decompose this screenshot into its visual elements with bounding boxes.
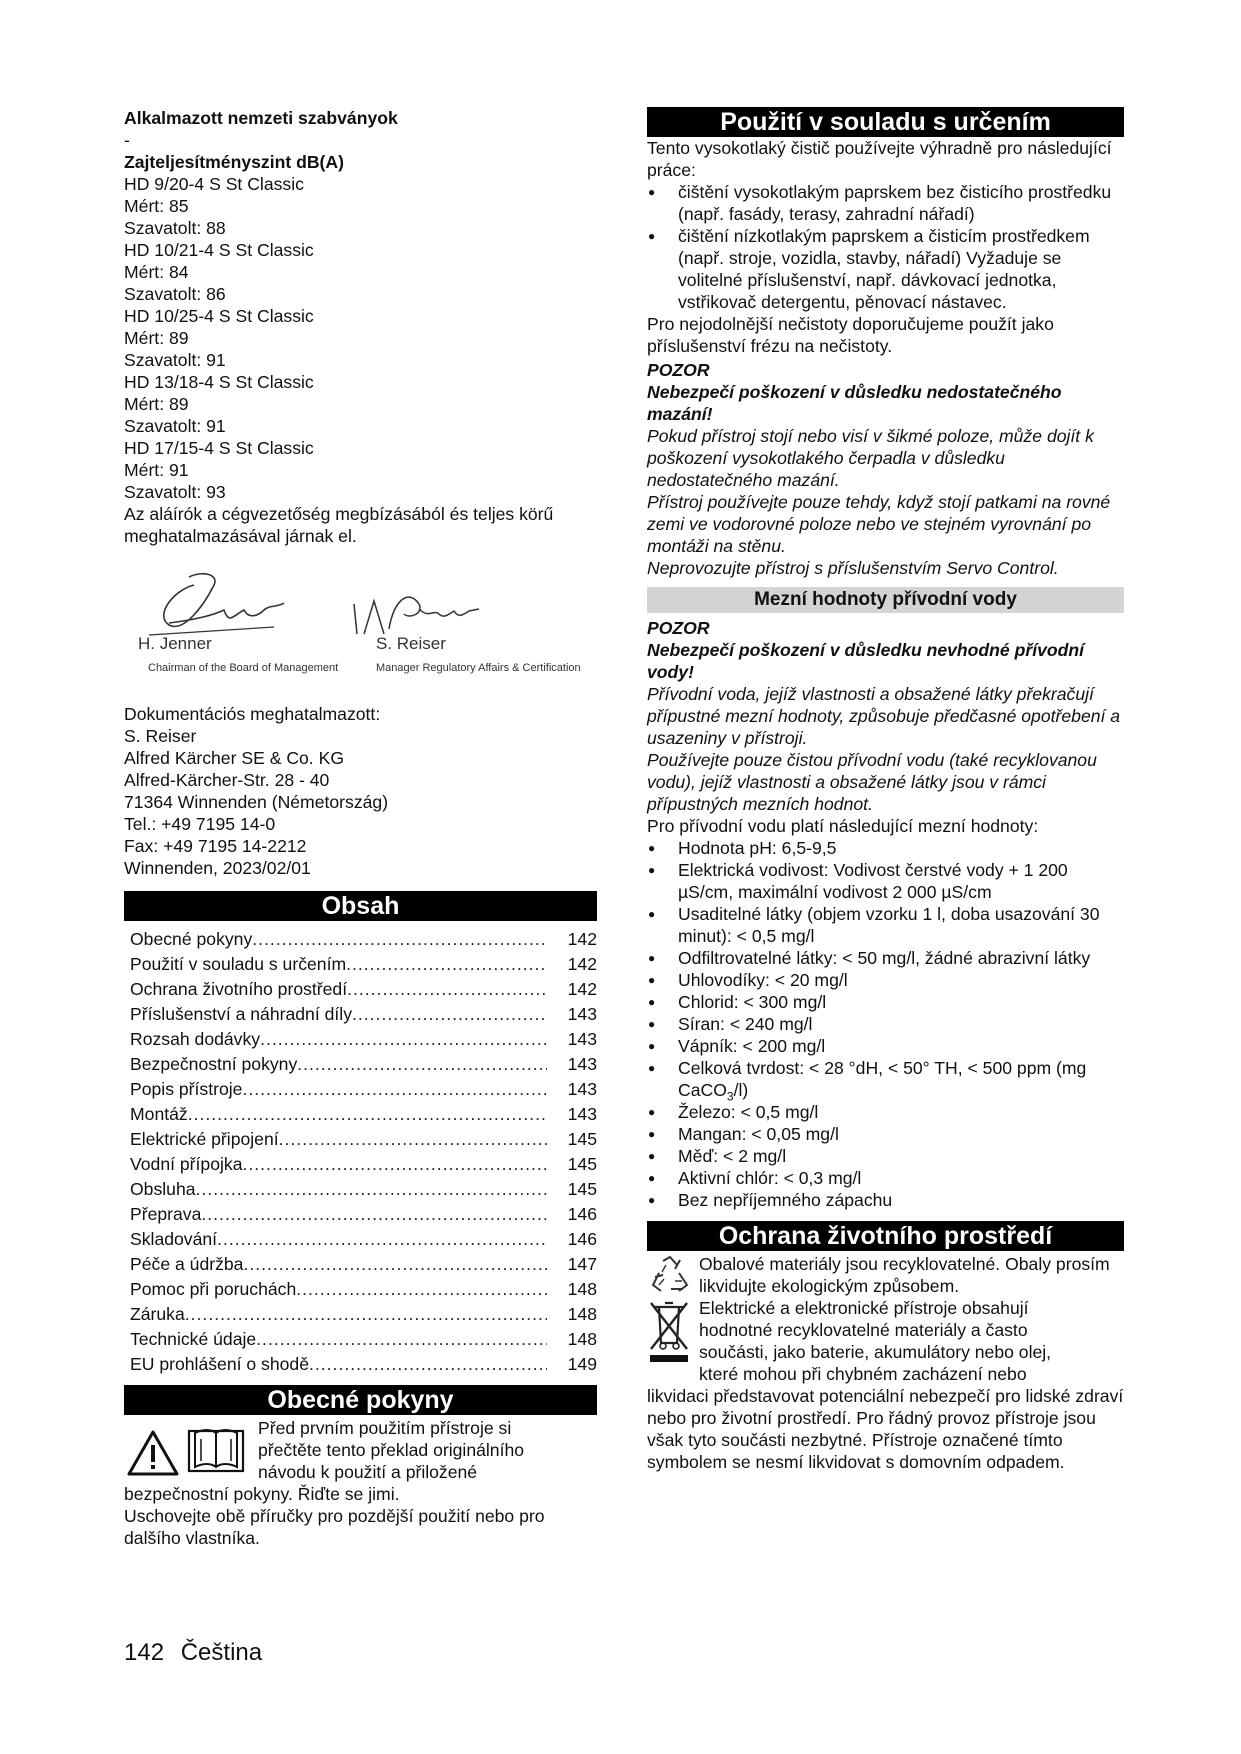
list-item: ● Uhlovodíky: < 20 mg/l: [647, 969, 1124, 991]
toc-entry-title: Technické údaje: [130, 1329, 257, 1349]
toc-entry-title: Obsluha: [130, 1179, 196, 1199]
limits-list: [647, 837, 1124, 1211]
caution-title-1: Nebezpečí poškození v důsledku nedostatečného mazání!: [647, 382, 1062, 424]
toc-leader-dots: [243, 1152, 548, 1177]
caution-label-1: POZOR: [647, 360, 710, 380]
toc-entry-page: 146: [567, 1204, 597, 1224]
left-column: [124, 107, 597, 1549]
toc-entry-title: Montáž: [130, 1104, 188, 1124]
toc-leader-dots: [346, 952, 547, 977]
sound-value-line: Mért: 89: [124, 328, 189, 348]
toc-leader-dots: [260, 1027, 547, 1052]
general-line-2: přečtěte tento překlad originálního: [258, 1440, 525, 1460]
toc-leader-dots: [252, 927, 547, 952]
toc-leader-dots: [196, 1177, 547, 1202]
toc-leader-dots: [347, 977, 547, 1002]
toc-entry[interactable]: [130, 1252, 597, 1277]
toc-leader-dots: [309, 1352, 547, 1377]
general-heading: Obecné pokyny: [124, 1385, 597, 1415]
sound-value-line: Szavatolt: 91: [124, 350, 226, 370]
toc-entry[interactable]: [130, 927, 597, 952]
toc-entry-title: Pomoc při poruchách: [130, 1279, 297, 1299]
page-number: 142: [124, 1639, 165, 1666]
toc-entry-title: Přeprava: [130, 1204, 202, 1224]
toc-leader-dots: [297, 1052, 547, 1077]
page-footer: [124, 1638, 262, 1668]
toc-entry-page: 143: [567, 1104, 597, 1124]
env-heading: Ochrana životního prostředí: [647, 1221, 1124, 1251]
toc-entry[interactable]: [130, 1352, 597, 1377]
env-weee-line-3: součásti, jako baterie, akumulátory nebo olej,: [699, 1342, 1052, 1362]
sound-value-line: HD 10/25-4 S St Classic: [124, 306, 314, 326]
toc-leader-dots: [352, 1002, 547, 1027]
signer-role-2: Manager Regulatory Affairs & Certification: [376, 662, 581, 674]
use-intro: Tento vysokotlaký čistič používejte výhradně pro následující práce:: [647, 138, 1112, 180]
sound-value-line: Mért: 84: [124, 262, 189, 282]
caution-text-1c: Neprovozujte přístroj s příslušenstvím Servo Control.: [647, 558, 1059, 578]
toc-leader-dots: [201, 1202, 547, 1227]
doc-line: S. Reiser: [124, 726, 197, 746]
list-item: ● Chlorid: < 300 mg/l: [647, 991, 1124, 1013]
doc-line: Dokumentációs meghatalmazott:: [124, 704, 381, 724]
doc-line: Winnenden, 2023/02/01: [124, 858, 311, 878]
toc-entry[interactable]: [130, 952, 597, 977]
list-item-hardness: [647, 1057, 1124, 1104]
toc-entry-title: EU prohlášení o shodě: [130, 1354, 309, 1374]
toc-entry[interactable]: [130, 1027, 597, 1052]
sound-value-line: HD 9/20-4 S St Classic: [124, 174, 304, 194]
caution-label-2: POZOR: [647, 618, 710, 638]
list-item: ● Vápník: < 200 mg/l: [647, 1035, 1124, 1057]
list-item: ● Usaditelné látky (objem vzorku 1 l, doba usazování 30 minut): < 0,5 mg/l: [647, 903, 1124, 947]
sound-value-line: Szavatolt: 86: [124, 284, 226, 304]
env-weee-line-2: hodnotné recyklovatelné materiály a často: [699, 1320, 1028, 1340]
toc-entry-title: Elektrické připojení: [130, 1129, 279, 1149]
toc-entry-page: 149: [567, 1354, 597, 1374]
use-list: [647, 181, 1124, 313]
signer-role-1: Chairman of the Board of Management: [148, 662, 339, 674]
sound-value-line: Mért: 85: [124, 196, 189, 216]
toc-entry-title: Péče a údržba: [130, 1254, 244, 1274]
toc-entry-page: 143: [567, 1004, 597, 1024]
toc-entry[interactable]: [130, 1102, 597, 1127]
standards-heading: Alkalmazott nemzeti szabványok: [124, 108, 398, 128]
toc-entry-title: Skladování: [130, 1229, 218, 1249]
general-keep-text: Uschovejte obě příručky pro pozdější použití nebo pro dalšího vlastníka.: [124, 1506, 545, 1548]
toc-leader-dots: [243, 1252, 547, 1277]
recycle-icon: [649, 1255, 691, 1295]
toc-entry-page: 143: [567, 1079, 597, 1099]
toc-entry-page: 146: [567, 1229, 597, 1249]
toc-entry[interactable]: [130, 1227, 597, 1252]
list-item: ● Odfiltrovatelné látky: < 50 mg/l, žádné abrazivní látky: [647, 947, 1124, 969]
sound-value-line: Szavatolt: 88: [124, 218, 226, 238]
list-item: ● Železo: < 0,5 mg/l: [647, 1101, 1124, 1123]
sound-value-line: Mért: 89: [124, 394, 189, 414]
sound-value-line: Szavatolt: 91: [124, 416, 226, 436]
toc-entry-title: Bezpečnostní pokyny: [130, 1054, 298, 1074]
table-of-contents: [124, 927, 597, 1377]
general-line-1: Před prvním použitím přístroje si: [258, 1418, 512, 1438]
toc-entry[interactable]: [130, 1127, 597, 1152]
sound-value-line: Mért: 91: [124, 460, 189, 480]
toc-leader-dots: [217, 1227, 547, 1252]
toc-entry-title: Záruka: [130, 1304, 185, 1324]
toc-entry-page: 148: [567, 1304, 597, 1324]
toc-leader-dots: [185, 1302, 547, 1327]
caution-text-2a: Přívodní voda, jejíž vlastnosti a obsažené látky překračují přípustné mezní hodnoty, způsobuje předčasné opotřebení a usazeniny v přístroji.: [647, 684, 1121, 748]
sound-value-line: HD 13/18-4 S St Classic: [124, 372, 314, 392]
list-item: ● Měď: < 2 mg/l: [647, 1145, 1124, 1167]
toc-leader-dots: [188, 1102, 547, 1127]
toc-entry[interactable]: [130, 1277, 597, 1302]
doc-line: Alfred-Kärcher-Str. 28 - 40: [124, 770, 330, 790]
hardness-subscript: 3: [726, 1089, 734, 1104]
env-recycle-block: [647, 1253, 1124, 1297]
toc-entry-page: 148: [567, 1279, 597, 1299]
toc-leader-dots: [296, 1277, 547, 1302]
toc-entry-page: 143: [567, 1054, 597, 1074]
use-tip: Pro nejodolnější nečistoty doporučujeme použít jako příslušenství frézu na nečistoty.: [647, 314, 1054, 356]
caution-text-2b: Používejte pouze čistou přívodní vodu (také recyklovanou vodu), jejíž vlastnosti a obsažené látky jsou v rámci přípustných mezních hodnot.: [647, 750, 1097, 814]
limits-heading: Mezní hodnoty přívodní vody: [647, 587, 1124, 613]
doc-line: Tel.: +49 7195 14-0: [124, 814, 276, 834]
caution-text-1b: Přístroj používejte pouze tehdy, když stojí patkami na rovné zemi ve vodorovné poloze nebo ve stejném vyrovnání po montáži na stěnu.: [647, 492, 1111, 556]
toc-entry-title: Rozsah dodávky: [130, 1029, 261, 1049]
toc-entry-title: Ochrana životního prostředí: [130, 979, 348, 999]
env-weee-line-1: Elektrické a elektronické přístroje obsahují: [699, 1298, 1029, 1318]
toc-entry-page: 148: [567, 1329, 597, 1349]
manual-book-icon: [187, 1425, 245, 1475]
hardness-end: /l): [733, 1080, 749, 1100]
toc-entry-title: Příslušenství a náhradní díly: [130, 1004, 352, 1024]
toc-entry[interactable]: [130, 1152, 597, 1177]
list-item: ● Síran: < 240 mg/l: [647, 1013, 1124, 1035]
limits-intro: Pro přívodní vodu platí následující mezní hodnoty:: [647, 816, 1039, 836]
right-column: [647, 107, 1124, 1473]
general-intro: [124, 1417, 597, 1483]
signer-name-1: H. Jenner: [138, 634, 212, 653]
toc-leader-dots: [256, 1327, 547, 1352]
env-weee-block: [647, 1297, 1124, 1385]
sound-heading: Zajteljesítményszint dB(A): [124, 152, 344, 172]
toc-entry-page: 145: [567, 1129, 597, 1149]
list-item: ● Elektrická vodivost: Vodivost čerstvé vody + 1 200 µS/cm, maximální vodivost 2 000 µS/cm: [647, 859, 1124, 903]
doc-line: 71364 Winnenden (Németország): [124, 792, 389, 812]
list-item: ● čištění nízkotlakým paprskem a čisticím prostředkem (např. stroje, vozidla, stavby, nářadí) Vyžaduje se volitelné příslušenství, např. dávkovací jednotka, vstřikovač detergentu, pěnovací nástavec.: [647, 225, 1124, 313]
doc-line: Alfred Kärcher SE & Co. KG: [124, 748, 345, 768]
general-intro-text: [258, 1417, 524, 1483]
toc-entry-page: 142: [567, 929, 597, 949]
toc-entry-title: Vodní přípojka: [130, 1154, 243, 1174]
toc-heading: Obsah: [124, 891, 597, 921]
toc-entry[interactable]: [130, 1302, 597, 1327]
toc-entry-page: 142: [567, 979, 597, 999]
list-item: ● Bez nepříjemného zápachu: [647, 1189, 1124, 1211]
sound-value-line: HD 10/21-4 S St Classic: [124, 240, 314, 260]
footer-language: Čeština: [180, 1639, 263, 1666]
sound-value-line: HD 17/15-4 S St Classic: [124, 438, 314, 458]
general-line-3: návodu k použití a přiložené: [258, 1462, 478, 1482]
env-weee-continued: likvidaci představovat potenciální nebezpečí pro lidské zdraví nebo pro životní prostředí. Pro řádný provoz přístroje jsou však tyto součásti nezbytné. Přístroje označené tímto symbolem se nesmí likvidovat s domovním odpadem.: [647, 1386, 1124, 1472]
sound-values: [124, 173, 597, 503]
toc-entry-page: 147: [567, 1254, 597, 1274]
doc-representative: [124, 703, 597, 879]
env-recycle-text: Obalové materiály jsou recyklovatelné. Obaly prosím likvidujte ekologickým způsobem.: [699, 1254, 1110, 1296]
hardness-text: Celková tvrdost: < 28 °dH, < 50° TH, < 500 ppm (mg CaCO: [678, 1058, 1087, 1100]
toc-leader-dots: [242, 1077, 547, 1102]
toc-entry-title: Popis přístroje: [130, 1079, 243, 1099]
crossed-bin-icon: [647, 1299, 691, 1365]
signer-name-2: S. Reiser: [376, 634, 446, 653]
list-item: ● Hodnota pH: 6,5-9,5: [647, 837, 1124, 859]
toc-entry-title: Použití v souladu s určením: [130, 954, 347, 974]
toc-entry-page: 142: [567, 954, 597, 974]
doc-line: Fax: +49 7195 14-2212: [124, 836, 307, 856]
signatures-block: [124, 561, 597, 701]
warning-icon: [126, 1429, 180, 1477]
toc-entry[interactable]: [130, 1202, 597, 1227]
general-continued: bezpečnostní pokyny. Řiďte se jimi.: [124, 1484, 400, 1504]
toc-entry-page: 145: [567, 1154, 597, 1174]
toc-entry-title: Obecné pokyny: [130, 929, 253, 949]
toc-entry[interactable]: [130, 1052, 597, 1077]
toc-entry[interactable]: [130, 1002, 597, 1027]
toc-entry[interactable]: [130, 1327, 597, 1352]
list-item: ● čištění vysokotlakým paprskem bez čisticího prostředku (např. fasády, terasy, zahradní nářadí): [647, 181, 1124, 225]
list-item: ● Mangan: < 0,05 mg/l: [647, 1123, 1124, 1145]
caution-text-1a: Pokud přístroj stojí nebo visí v šikmé poloze, může dojít k poškození vysokotlakého čerpadla v důsledku nedostatečného mazání.: [647, 426, 1094, 490]
sound-value-line: Szavatolt: 93: [124, 482, 226, 502]
toc-entry[interactable]: [130, 977, 597, 1002]
caution-title-2: Nebezpečí poškození v důsledku nevhodné přívodní vody!: [647, 640, 1084, 682]
toc-entry[interactable]: [130, 1177, 597, 1202]
toc-entry[interactable]: [130, 1077, 597, 1102]
toc-leader-dots: [279, 1127, 547, 1152]
use-heading: Použití v souladu s určením: [647, 107, 1124, 137]
toc-entry-page: 145: [567, 1179, 597, 1199]
standards-value: -: [124, 130, 130, 150]
env-weee-line-4: které mohou při chybném zacházení nebo: [699, 1364, 1027, 1384]
toc-entry-page: 143: [567, 1029, 597, 1049]
list-item: ● Aktivní chlór: < 0,3 mg/l: [647, 1167, 1124, 1189]
signing-text: Az aláírók a cégvezetőség megbízásából és teljes körű meghatalmazásával járnak el.: [124, 504, 554, 546]
